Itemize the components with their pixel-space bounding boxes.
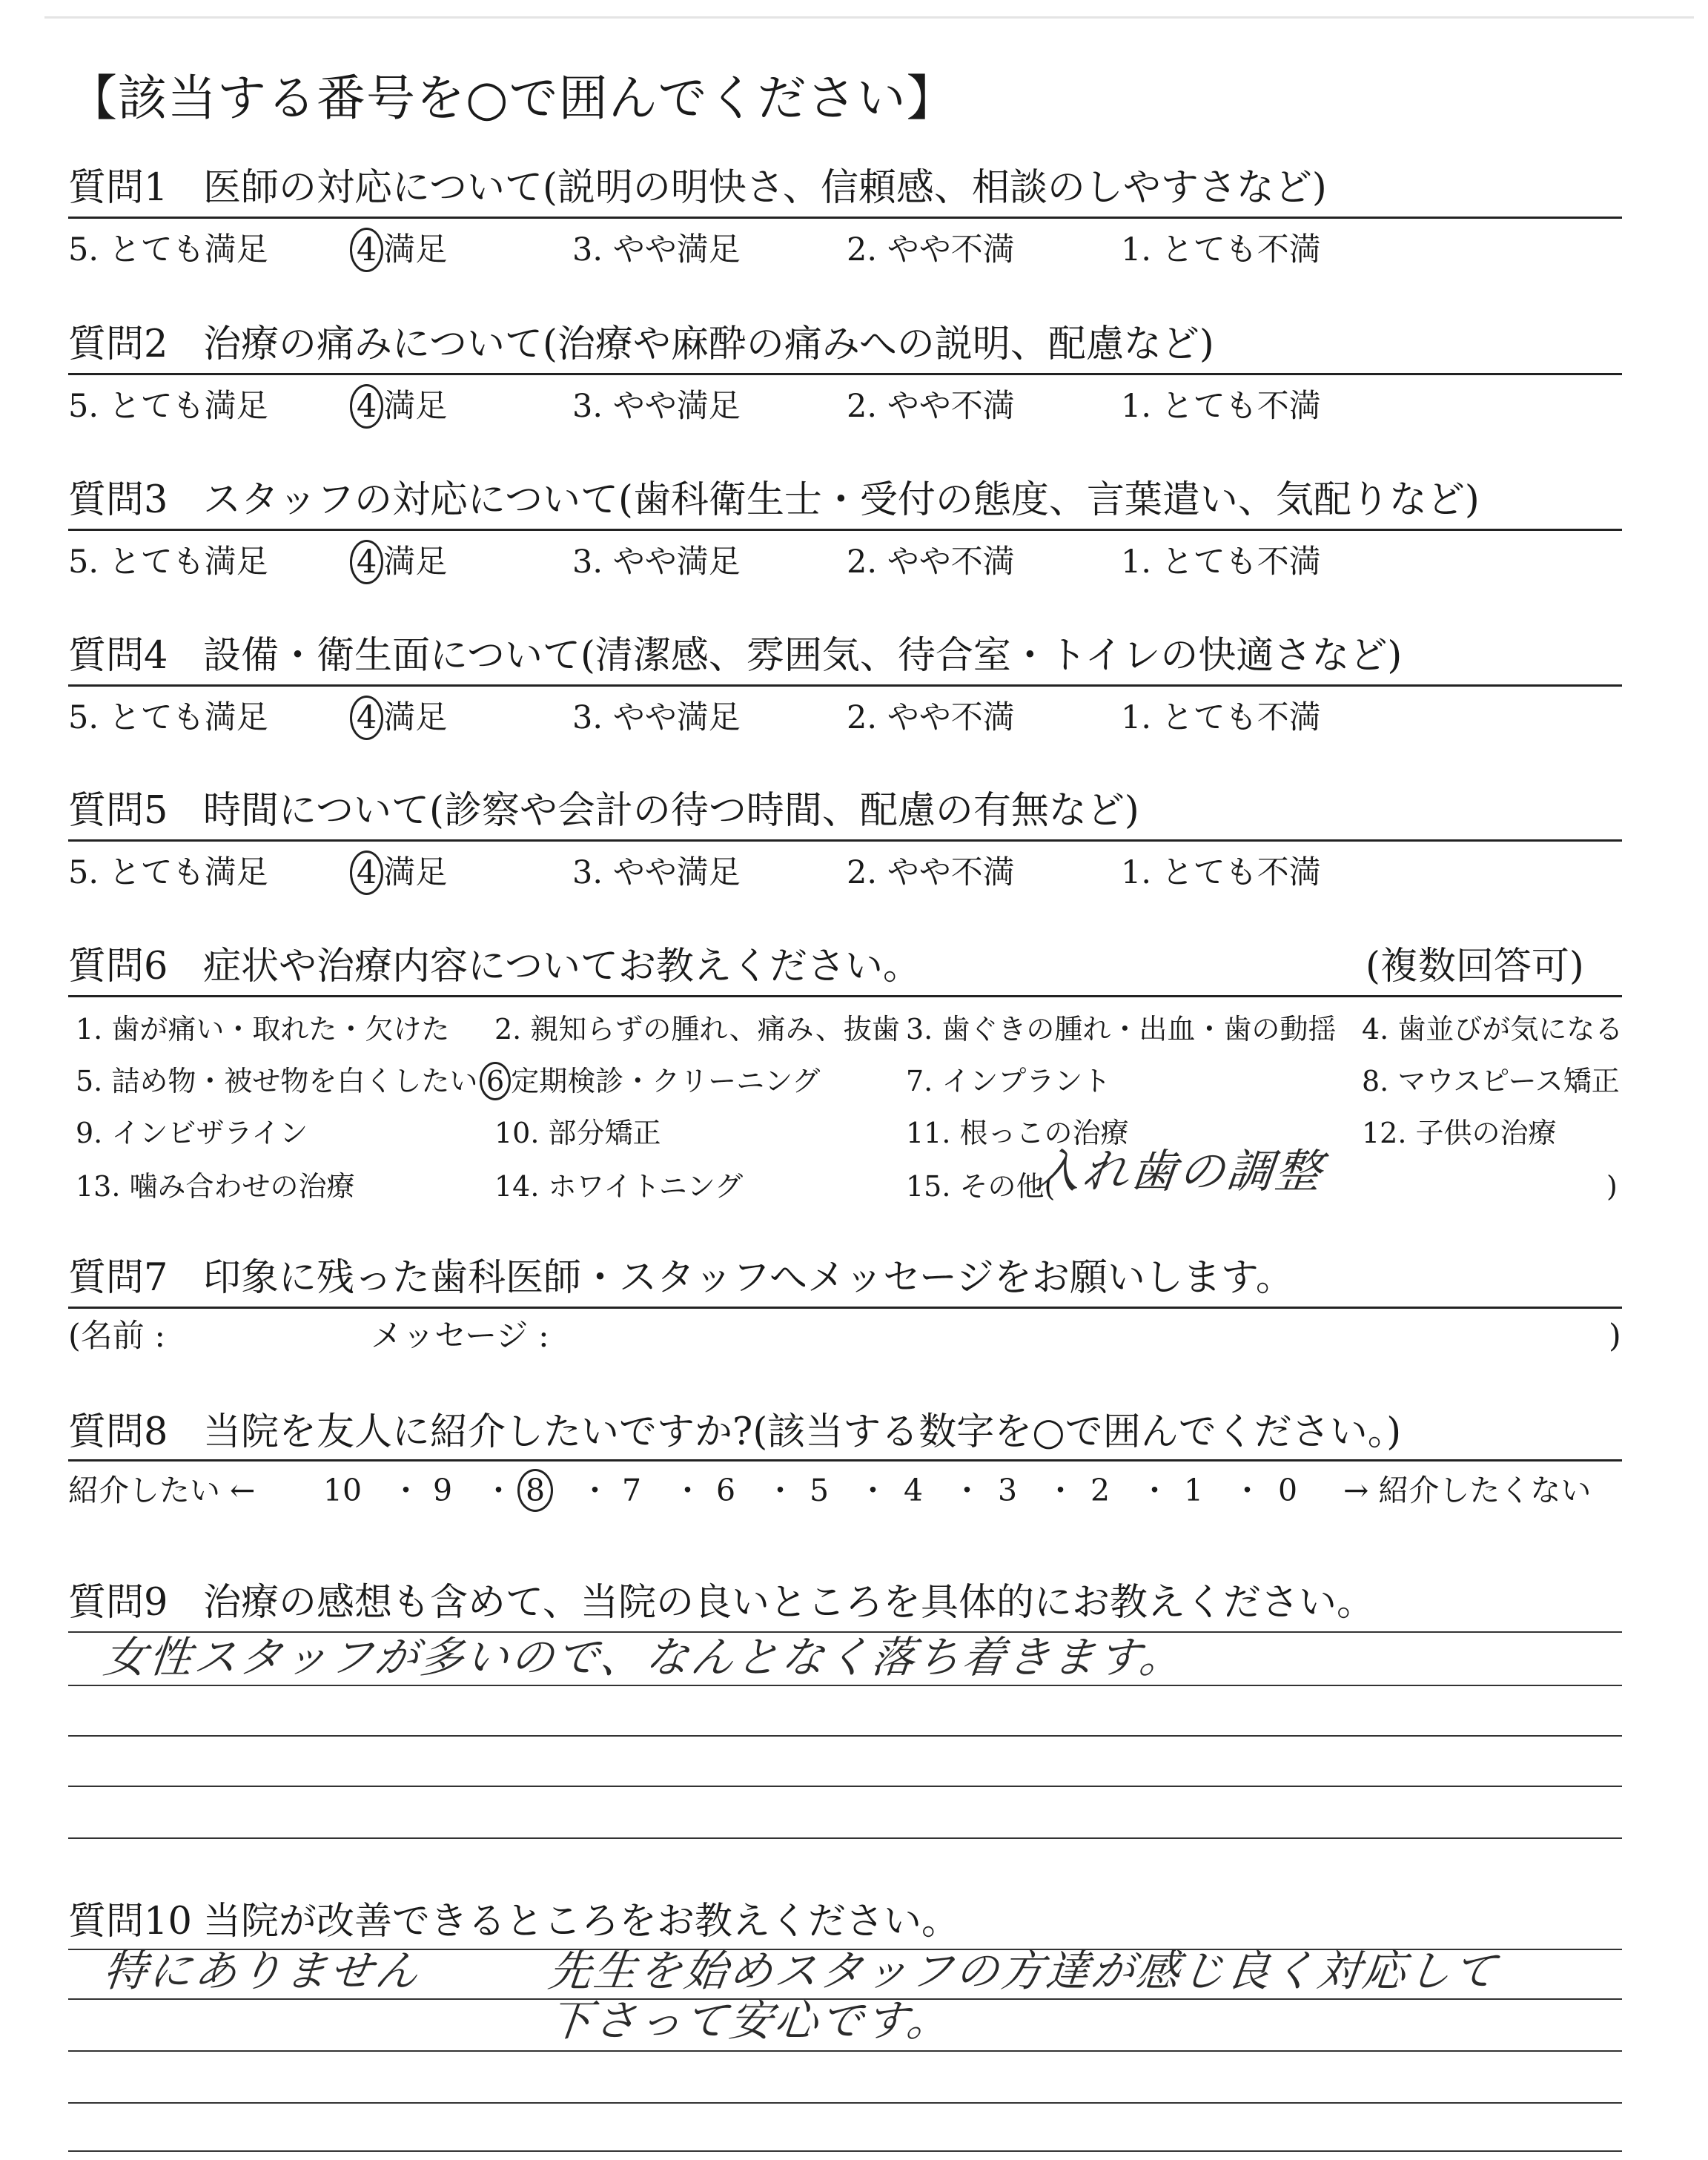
- option-root-canal[interactable]: 11. 根っこの治療: [906, 1117, 1129, 1149]
- referral-scale: [68, 1462, 1622, 1519]
- question-3-rule: [68, 529, 1622, 531]
- answer-line: [68, 1837, 1622, 1839]
- answer-line: [68, 1735, 1622, 1737]
- other-handwritten[interactable]: 入れ歯の調整: [1031, 1144, 1326, 1198]
- scale-6[interactable]: 6: [715, 1473, 736, 1508]
- option-gum-swelling[interactable]: 3. 歯ぐきの腫れ・出血・歯の動揺: [906, 1013, 1337, 1046]
- option-bite[interactable]: 13. 噛み合わせの治療: [76, 1170, 355, 1203]
- option-mouthpiece[interactable]: 8. マウスピース矯正: [1362, 1065, 1620, 1097]
- answer-line: [68, 2050, 1622, 2052]
- option-toothache[interactable]: 1. 歯が痛い・取れた・欠けた: [76, 1013, 450, 1046]
- scale-sep: ・: [858, 1473, 888, 1508]
- option-somewhat-dissatisfied[interactable]: 2. やや不満: [847, 854, 1015, 891]
- answer-line: [68, 2150, 1622, 2152]
- scale-right-label: → 紹介したくない: [1343, 1473, 1592, 1508]
- option-somewhat-satisfied[interactable]: 3. やや満足: [572, 388, 741, 425]
- selected-circle: 4: [350, 851, 383, 895]
- selected-circle: 4: [350, 384, 383, 429]
- option-somewhat-dissatisfied[interactable]: 2. やや不満: [847, 544, 1015, 581]
- message-label: メッセージ :: [371, 1318, 549, 1355]
- scale-1[interactable]: 1: [1183, 1473, 1204, 1508]
- option-somewhat-dissatisfied[interactable]: 2. やや不満: [847, 388, 1015, 425]
- option-satisfied[interactable]: 4 満足: [350, 847, 447, 899]
- option-whitening[interactable]: 14. ホワイトニング: [494, 1170, 744, 1203]
- scale-5[interactable]: 5: [809, 1473, 830, 1508]
- option-somewhat-satisfied[interactable]: 3. やや満足: [572, 231, 741, 268]
- scale-sep: ・: [1232, 1473, 1262, 1508]
- question-8-rule: [68, 1459, 1622, 1462]
- scale-7[interactable]: 7: [621, 1473, 642, 1508]
- message-close: ): [1609, 1318, 1621, 1355]
- option-very-dissatisfied[interactable]: 1. とても不満: [1121, 544, 1321, 581]
- name-label: (名前 :: [68, 1318, 165, 1355]
- option-very-satisfied[interactable]: 5. とても満足: [68, 388, 268, 425]
- option-very-satisfied[interactable]: 5. とても満足: [68, 854, 268, 891]
- question-3-options: [68, 536, 1622, 588]
- good-points-answer[interactable]: 女性スタッフが多いので、なんとなく落ち着きます。: [101, 1632, 1188, 1682]
- question-7-title: 質問7 印象に残った歯科医師・スタッフへメッセージをお願いします。: [68, 1256, 1294, 1300]
- option-invisalign[interactable]: 9. インビザライン: [76, 1117, 308, 1149]
- scale-8[interactable]: [513, 1462, 557, 1519]
- option-satisfied[interactable]: 4 満足: [350, 224, 447, 276]
- option-somewhat-dissatisfied[interactable]: 2. やや不満: [847, 231, 1015, 268]
- question-5-rule: [68, 839, 1622, 842]
- option-partial-ortho[interactable]: 10. 部分矯正: [494, 1117, 661, 1149]
- scale-3[interactable]: 3: [997, 1473, 1018, 1508]
- option-somewhat-satisfied[interactable]: 3. やや満足: [572, 544, 741, 581]
- option-alignment[interactable]: 4. 歯並びが気になる: [1362, 1013, 1623, 1046]
- scale-left-label: 紹介したい ←: [68, 1473, 256, 1508]
- option-somewhat-dissatisfied[interactable]: 2. やや不満: [847, 699, 1015, 736]
- question-1-title: 質問1 医師の対応について(説明の明快さ、信頼感、相談のしやすさなど): [68, 166, 1327, 210]
- option-very-satisfied[interactable]: 5. とても満足: [68, 544, 268, 581]
- option-other[interactable]: 15. その他(: [906, 1170, 1056, 1203]
- improvement-answer-2[interactable]: 先生を始めスタッフの方達が感じ良く対応して: [546, 1946, 1501, 1996]
- option-other-close: ): [1606, 1170, 1618, 1203]
- selected-circle: 6: [480, 1062, 511, 1100]
- selected-circle: 4: [350, 540, 383, 584]
- option-very-dissatisfied[interactable]: 1. とても不満: [1121, 699, 1321, 736]
- scale-sep: ・: [483, 1473, 514, 1508]
- question-10-title: 質問10 当院が改善できるところをお教えください。: [68, 1900, 960, 1943]
- question-5-options: [68, 847, 1622, 899]
- answer-line: [68, 1685, 1622, 1686]
- question-5-title: 質問5 時間について(診察や会計の待つ時間、配慮の有無など): [68, 789, 1139, 833]
- selected-circle: 4: [350, 228, 383, 272]
- question-6-title: 質問6 症状や治療内容についてお教えください。: [68, 945, 921, 988]
- option-very-dissatisfied[interactable]: 1. とても不満: [1121, 231, 1321, 268]
- improvement-answer-1[interactable]: 特にありません: [101, 1946, 423, 1996]
- question-2-options: [68, 380, 1622, 432]
- question-8-title: 質問8 当院を友人に紹介したいですか?(該当する数字を○で囲んでください。): [68, 1410, 1402, 1454]
- option-very-dissatisfied[interactable]: 1. とても不満: [1121, 388, 1321, 425]
- option-satisfied[interactable]: 4 満足: [350, 380, 447, 432]
- scale-0[interactable]: 0: [1277, 1473, 1298, 1508]
- answer-line: [68, 2102, 1622, 2104]
- option-very-satisfied[interactable]: 5. とても満足: [68, 231, 268, 268]
- option-satisfied[interactable]: 4 満足: [350, 692, 447, 744]
- improvement-answer-3[interactable]: 下さって安心です。: [546, 1995, 955, 2046]
- scale-sep: ・: [952, 1473, 982, 1508]
- scale-2[interactable]: 2: [1090, 1473, 1110, 1508]
- option-child-treatment[interactable]: 12. 子供の治療: [1362, 1117, 1557, 1149]
- question-1-options: [68, 224, 1622, 276]
- question-2-rule: [68, 373, 1622, 375]
- option-whitening-fillings[interactable]: 5. 詰め物・被せ物を白くしたい: [76, 1065, 478, 1097]
- answer-line: [68, 1786, 1622, 1787]
- question-2-title: 質問2 治療の痛みについて(治療や麻酔の痛みへの説明、配慮など): [68, 323, 1214, 366]
- instruction-header: 【該当する番号を○で囲んでください】: [68, 70, 956, 127]
- question-3-title: 質問3 スタッフの対応について(歯科衛生士・受付の態度、言葉遣い、気配りなど): [68, 478, 1480, 522]
- selected-circle: 4: [350, 696, 383, 740]
- scale-sep: ・: [391, 1473, 421, 1508]
- question-1-rule: [68, 217, 1622, 219]
- question-9-title: 質問9 治療の感想も含めて、当院の良いところを具体的にお教えください。: [68, 1581, 1374, 1625]
- scale-10[interactable]: 10: [322, 1473, 363, 1508]
- selected-circle: 8: [517, 1469, 553, 1512]
- question-4-rule: [68, 684, 1622, 687]
- option-very-dissatisfied[interactable]: 1. とても不満: [1121, 854, 1321, 891]
- scale-sep: ・: [1045, 1473, 1076, 1508]
- scale-4[interactable]: 4: [903, 1473, 924, 1508]
- question-6-options: [68, 1007, 1622, 1215]
- scale-sep: ・: [765, 1473, 795, 1508]
- option-somewhat-satisfied[interactable]: 3. やや満足: [572, 854, 741, 891]
- question-6-note: (複数回答可): [1366, 945, 1584, 988]
- option-satisfied[interactable]: 4 満足: [350, 536, 447, 588]
- question-4-title: 質問4 設備・衛生面について(清潔感、雰囲気、待合室・トイレの快適さなど): [68, 634, 1403, 678]
- scale-sep: ・: [1139, 1473, 1170, 1508]
- page-top-edge: [44, 16, 1694, 19]
- option-wisdom-tooth[interactable]: 2. 親知らずの腫れ、痛み、抜歯: [494, 1013, 900, 1046]
- scale-sep: ・: [580, 1473, 610, 1508]
- option-checkup-cleaning[interactable]: 6 定期検診・クリーニング: [480, 1059, 820, 1103]
- option-very-satisfied[interactable]: 5. とても満足: [68, 699, 268, 736]
- question-4-options: [68, 692, 1622, 744]
- question-7-rule: [68, 1307, 1622, 1309]
- scale-sep: ・: [672, 1473, 703, 1508]
- scale-9[interactable]: 9: [432, 1473, 453, 1508]
- question-6-rule: [68, 995, 1622, 997]
- option-implant[interactable]: 7. インプラント: [906, 1065, 1111, 1097]
- option-somewhat-satisfied[interactable]: 3. やや満足: [572, 699, 741, 736]
